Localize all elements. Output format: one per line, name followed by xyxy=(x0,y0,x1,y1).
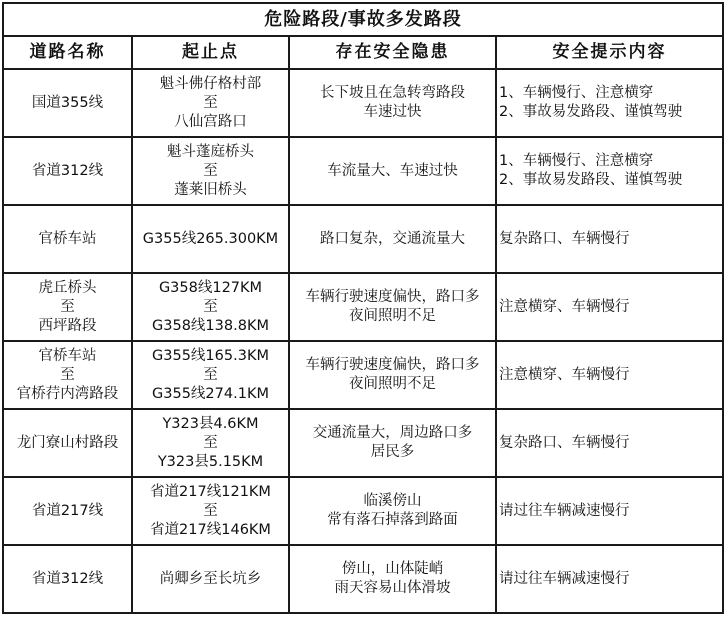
start-end-cell-line: 至 xyxy=(203,162,218,179)
hazard-cell xyxy=(289,545,496,613)
road-name-cell-line: 官桥车站 xyxy=(38,230,97,247)
road-name-cell-line: 官桥车站 xyxy=(38,347,97,364)
header-road-name: 道路名称 xyxy=(3,36,132,69)
hazard-cell-line: 交通流量大，周边路口多 xyxy=(312,425,473,441)
hazard-cell xyxy=(289,409,496,477)
start-end-cell xyxy=(132,545,289,613)
start-end-cell-line: 魁斗蓬庭桥头 xyxy=(167,143,254,160)
start-end-cell xyxy=(132,205,289,273)
safety-tip-cell-line: 请过往车辆减速慢行 xyxy=(499,502,630,519)
table-row xyxy=(3,273,723,341)
hazard-cell-line: 车流量大、车速过快 xyxy=(327,162,458,179)
road-name-cell xyxy=(3,273,132,341)
hazard-cell xyxy=(289,69,496,137)
road-name-cell xyxy=(3,205,132,273)
road-name-cell-line: 官桥荇内湾路段 xyxy=(16,385,119,402)
start-end-cell-line: 蓬莱旧桥头 xyxy=(174,181,247,198)
hazard-cell-line: 居民多 xyxy=(370,444,415,460)
road-name-cell-line: 省道312线 xyxy=(31,570,104,587)
safety-tip-cell-line: 复杂路口、车辆慢行 xyxy=(499,230,630,247)
start-end-cell-line: G355线265.300KM xyxy=(142,230,279,247)
table-title-row xyxy=(3,3,723,36)
safety-tip-cell-line: 复杂路口、车辆慢行 xyxy=(499,434,630,451)
table-row xyxy=(3,137,723,205)
hazard-cell-line: 常有落石掉落到路面 xyxy=(327,512,458,528)
header-safety-tip: 安全提示内容 xyxy=(496,36,723,69)
safety-tip-cell-line: 请过往车辆减速慢行 xyxy=(499,570,630,587)
table-header-row xyxy=(3,36,723,69)
road-name-cell xyxy=(3,69,132,137)
safety-tip-cell-line: 2、事故易发路段、谨慎驾驶 xyxy=(499,172,683,188)
table-row xyxy=(3,409,723,477)
header-start-end: 起止点 xyxy=(132,36,289,69)
hazard-cell-line: 雨天容易山体滑坡 xyxy=(334,580,451,596)
safety-tip-cell xyxy=(496,205,723,273)
road-name-cell-line: 省道312线 xyxy=(31,162,104,179)
safety-tip-cell xyxy=(496,545,723,613)
hazard-cell-line: 长下坡且在急转弯路段 xyxy=(320,85,465,101)
road-name-cell xyxy=(3,545,132,613)
hazard-road-table xyxy=(2,2,724,614)
start-end-cell-line: Y323县4.6KM xyxy=(162,415,259,432)
start-end-cell-line: 至 xyxy=(203,298,218,315)
hazard-cell xyxy=(289,205,496,273)
start-end-cell-line: G355线274.1KM xyxy=(152,385,269,402)
hazard-cell xyxy=(289,137,496,205)
start-end-cell xyxy=(132,409,289,477)
safety-tip-cell xyxy=(496,69,723,137)
table-row xyxy=(3,341,723,409)
start-end-cell xyxy=(132,273,289,341)
hazard-cell xyxy=(289,477,496,545)
road-name-cell xyxy=(3,409,132,477)
road-name-cell xyxy=(3,477,132,545)
hazard-cell xyxy=(289,341,496,409)
table-row xyxy=(3,477,723,545)
safety-tip-cell xyxy=(496,137,723,205)
road-name-cell-line: 虎丘桥头 xyxy=(38,279,97,296)
hazard-cell-line: 车辆行驶速度偏快，路口多 xyxy=(305,289,480,305)
start-end-cell xyxy=(132,341,289,409)
hazard-cell-line: 夜间照明不足 xyxy=(349,308,436,324)
start-end-cell-line: 至 xyxy=(203,94,218,111)
start-end-cell xyxy=(132,477,289,545)
road-name-cell-line: 龙门寮山村路段 xyxy=(16,434,119,451)
safety-tip-cell-line: 2、事故易发路段、谨慎驾驶 xyxy=(499,104,683,120)
road-name-cell-line: 省道217线 xyxy=(31,502,104,519)
hazard-cell-line: 路口复杂，交通流量大 xyxy=(320,230,465,247)
start-end-cell-line: G358线127KM xyxy=(158,279,263,296)
hazard-road-table-wrapper xyxy=(2,2,722,618)
start-end-cell-line: 魁斗佛仔格村部 xyxy=(159,75,262,92)
start-end-cell-line: 省道217线146KM xyxy=(150,521,271,538)
start-end-cell-line: Y323县5.15KM xyxy=(157,453,264,470)
start-end-cell-line: 省道217线121KM xyxy=(150,483,271,500)
table-row xyxy=(3,205,723,273)
safety-tip-cell xyxy=(496,409,723,477)
start-end-cell-line: 至 xyxy=(203,502,218,519)
safety-tip-cell-line: 1、车辆慢行、注意横穿 xyxy=(499,153,654,169)
start-end-cell-line: G358线138.8KM xyxy=(152,317,269,334)
hazard-cell xyxy=(289,273,496,341)
hazard-cell-line: 夜间照明不足 xyxy=(349,376,436,392)
table-row xyxy=(3,545,723,613)
hazard-cell-line: 临溪傍山 xyxy=(363,493,422,509)
start-end-cell xyxy=(132,137,289,205)
hazard-cell-line: 车辆行驶速度偏快，路口多 xyxy=(305,357,480,373)
start-end-cell-line: 八仙宫路口 xyxy=(174,113,247,130)
road-name-cell xyxy=(3,137,132,205)
start-end-cell xyxy=(132,69,289,137)
hazard-cell-line: 车速过快 xyxy=(363,104,422,120)
header-hazard: 存在安全隐患 xyxy=(289,36,496,69)
road-name-cell-line: 至 xyxy=(60,298,75,315)
safety-tip-cell-line: 注意横穿、车辆慢行 xyxy=(499,366,630,383)
safety-tip-cell xyxy=(496,341,723,409)
table-title: 危险路段/事故多发路段 xyxy=(3,3,723,36)
road-name-cell xyxy=(3,341,132,409)
safety-tip-cell-line: 注意横穿、车辆慢行 xyxy=(499,298,630,315)
start-end-cell-line: 尚卿乡至长坑乡 xyxy=(159,570,262,587)
road-name-cell-line: 国道355线 xyxy=(31,94,104,111)
safety-tip-cell-line: 1、车辆慢行、注意横穿 xyxy=(499,85,654,101)
road-name-cell-line: 至 xyxy=(60,366,75,383)
road-name-cell-line: 西坪路段 xyxy=(38,317,97,334)
start-end-cell-line: 至 xyxy=(203,434,218,451)
table-row xyxy=(3,69,723,137)
start-end-cell-line: 至 xyxy=(203,366,218,383)
safety-tip-cell xyxy=(496,273,723,341)
start-end-cell-line: G355线165.3KM xyxy=(152,347,269,364)
hazard-cell-line: 傍山，山体陡峭 xyxy=(341,561,444,577)
safety-tip-cell xyxy=(496,477,723,545)
